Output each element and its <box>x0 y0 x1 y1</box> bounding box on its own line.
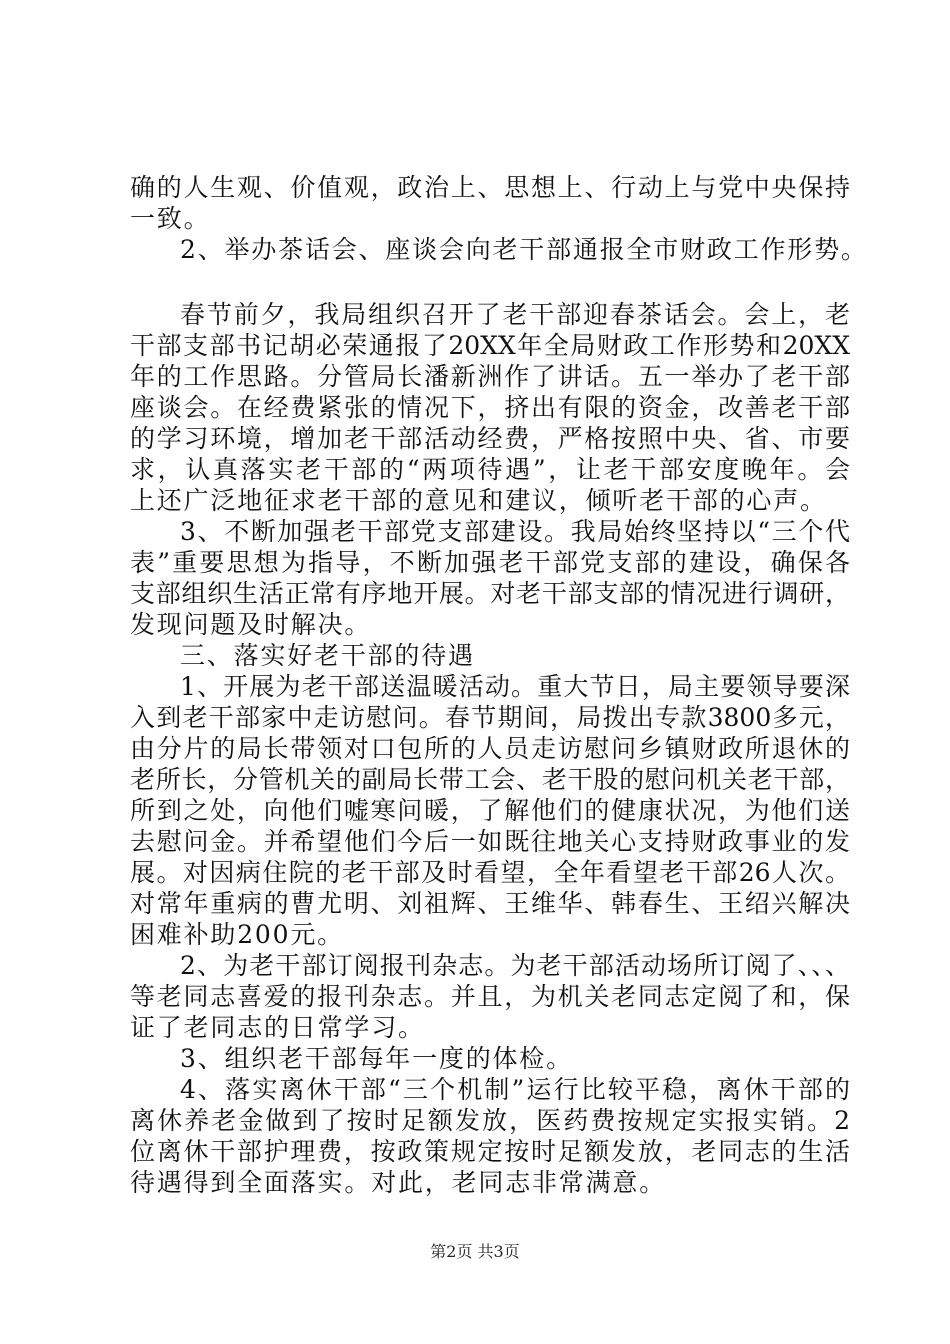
text-line: 4、落实离休干部“三个机制”运行比较平稳，离休干部的 <box>180 1075 850 1104</box>
text-line: 所到之处，向他们嘘寒问暖，了解他们的健康状况，为他们送 <box>130 796 850 825</box>
text-line: 等老同志喜爱的报刊杂志。并且，为机关老同志定阅了和，保 <box>130 982 850 1011</box>
text-line: 位离休干部护理费，按政策规定按时足额发放，老同志的生活 <box>130 1137 850 1166</box>
text-line: 离休养老金做到了按时足额发放，医药费按规定实报实销。2 <box>130 1106 850 1135</box>
text-line: 一致。 <box>130 204 211 233</box>
text-line: 证了老同志的日常学习。 <box>130 1013 425 1042</box>
text-line: 待遇得到全面落实。对此，老同志非常满意。 <box>130 1168 667 1197</box>
text-line: 老所长，分管机关的副局长带工会、老干股的慰问机关老干部， <box>130 765 850 794</box>
text-line: 春节前夕，我局组织召开了老干部迎春茶话会。会上，老 <box>180 300 850 329</box>
document-body <box>130 172 868 1198</box>
text-line: 上还广泛地征求老干部的意见和建议，倾听老干部的心声。 <box>130 486 827 515</box>
text-line: 3、组织老干部每年一度的体检。 <box>180 1044 573 1073</box>
text-line: 三、落实好老干部的待遇 <box>180 641 475 670</box>
text-line: 座谈会。在经费紧张的情况下，挤出有限的资金，改善老干部 <box>130 393 850 422</box>
text-line: 支部组织生活正常有序地开展。对老干部支部的情况进行调研， <box>130 579 850 608</box>
text-line: 入到老干部家中走访慰问。春节期间，局拨出专款3800多元， <box>130 703 850 732</box>
page-footer: 第2页 共3页 <box>430 1242 520 1261</box>
text-line: 发现问题及时解决。 <box>130 610 372 639</box>
text-line: 1、开展为老干部送温暖活动。重大节日，局主要领导要深 <box>180 672 850 701</box>
text-line: 去慰问金。并希望他们今后一如既往地关心支持财政事业的发 <box>130 827 850 856</box>
text-line: 3、不断加强老干部党支部建设。我局始终坚持以“三个代 <box>180 517 850 546</box>
text-line: 由分片的局长带领对口包所的人员走访慰问乡镇财政所退休的 <box>130 734 850 763</box>
text-line: 表”重要思想为指导，不断加强老干部党支部的建设，确保各 <box>130 548 850 577</box>
text-line: 确的人生观、价值观，政治上、思想上、行动上与党中央保持 <box>130 173 850 202</box>
text-line: 困难补助200元。 <box>130 920 344 949</box>
text-line: 年的工作思路。分管局长潘新洲作了讲话。五一举办了老干部 <box>130 362 850 391</box>
text-line: 的学习环境，增加老干部活动经费，严格按照中央、省、市要 <box>130 424 850 453</box>
text-line: 2、为老干部订阅报刊杂志。为老干部活动场所订阅了、、、 <box>180 951 850 980</box>
text-line: 求，认真落实老干部的“两项待遇”，让老干部安度晚年。会 <box>130 455 850 484</box>
text-line: 对常年重病的曹尤明、刘祖辉、王维华、韩春生、王绍兴解决 <box>130 889 850 918</box>
text-line: 2、举办茶话会、座谈会向老干部通报全市财政工作形势。 <box>180 235 868 264</box>
text-line: 展。对因病住院的老干部及时看望，全年看望老干部26人次。 <box>130 858 850 887</box>
text-line: 干部支部书记胡必荣通报了20XX年全局财政工作形势和20XX <box>130 331 850 360</box>
